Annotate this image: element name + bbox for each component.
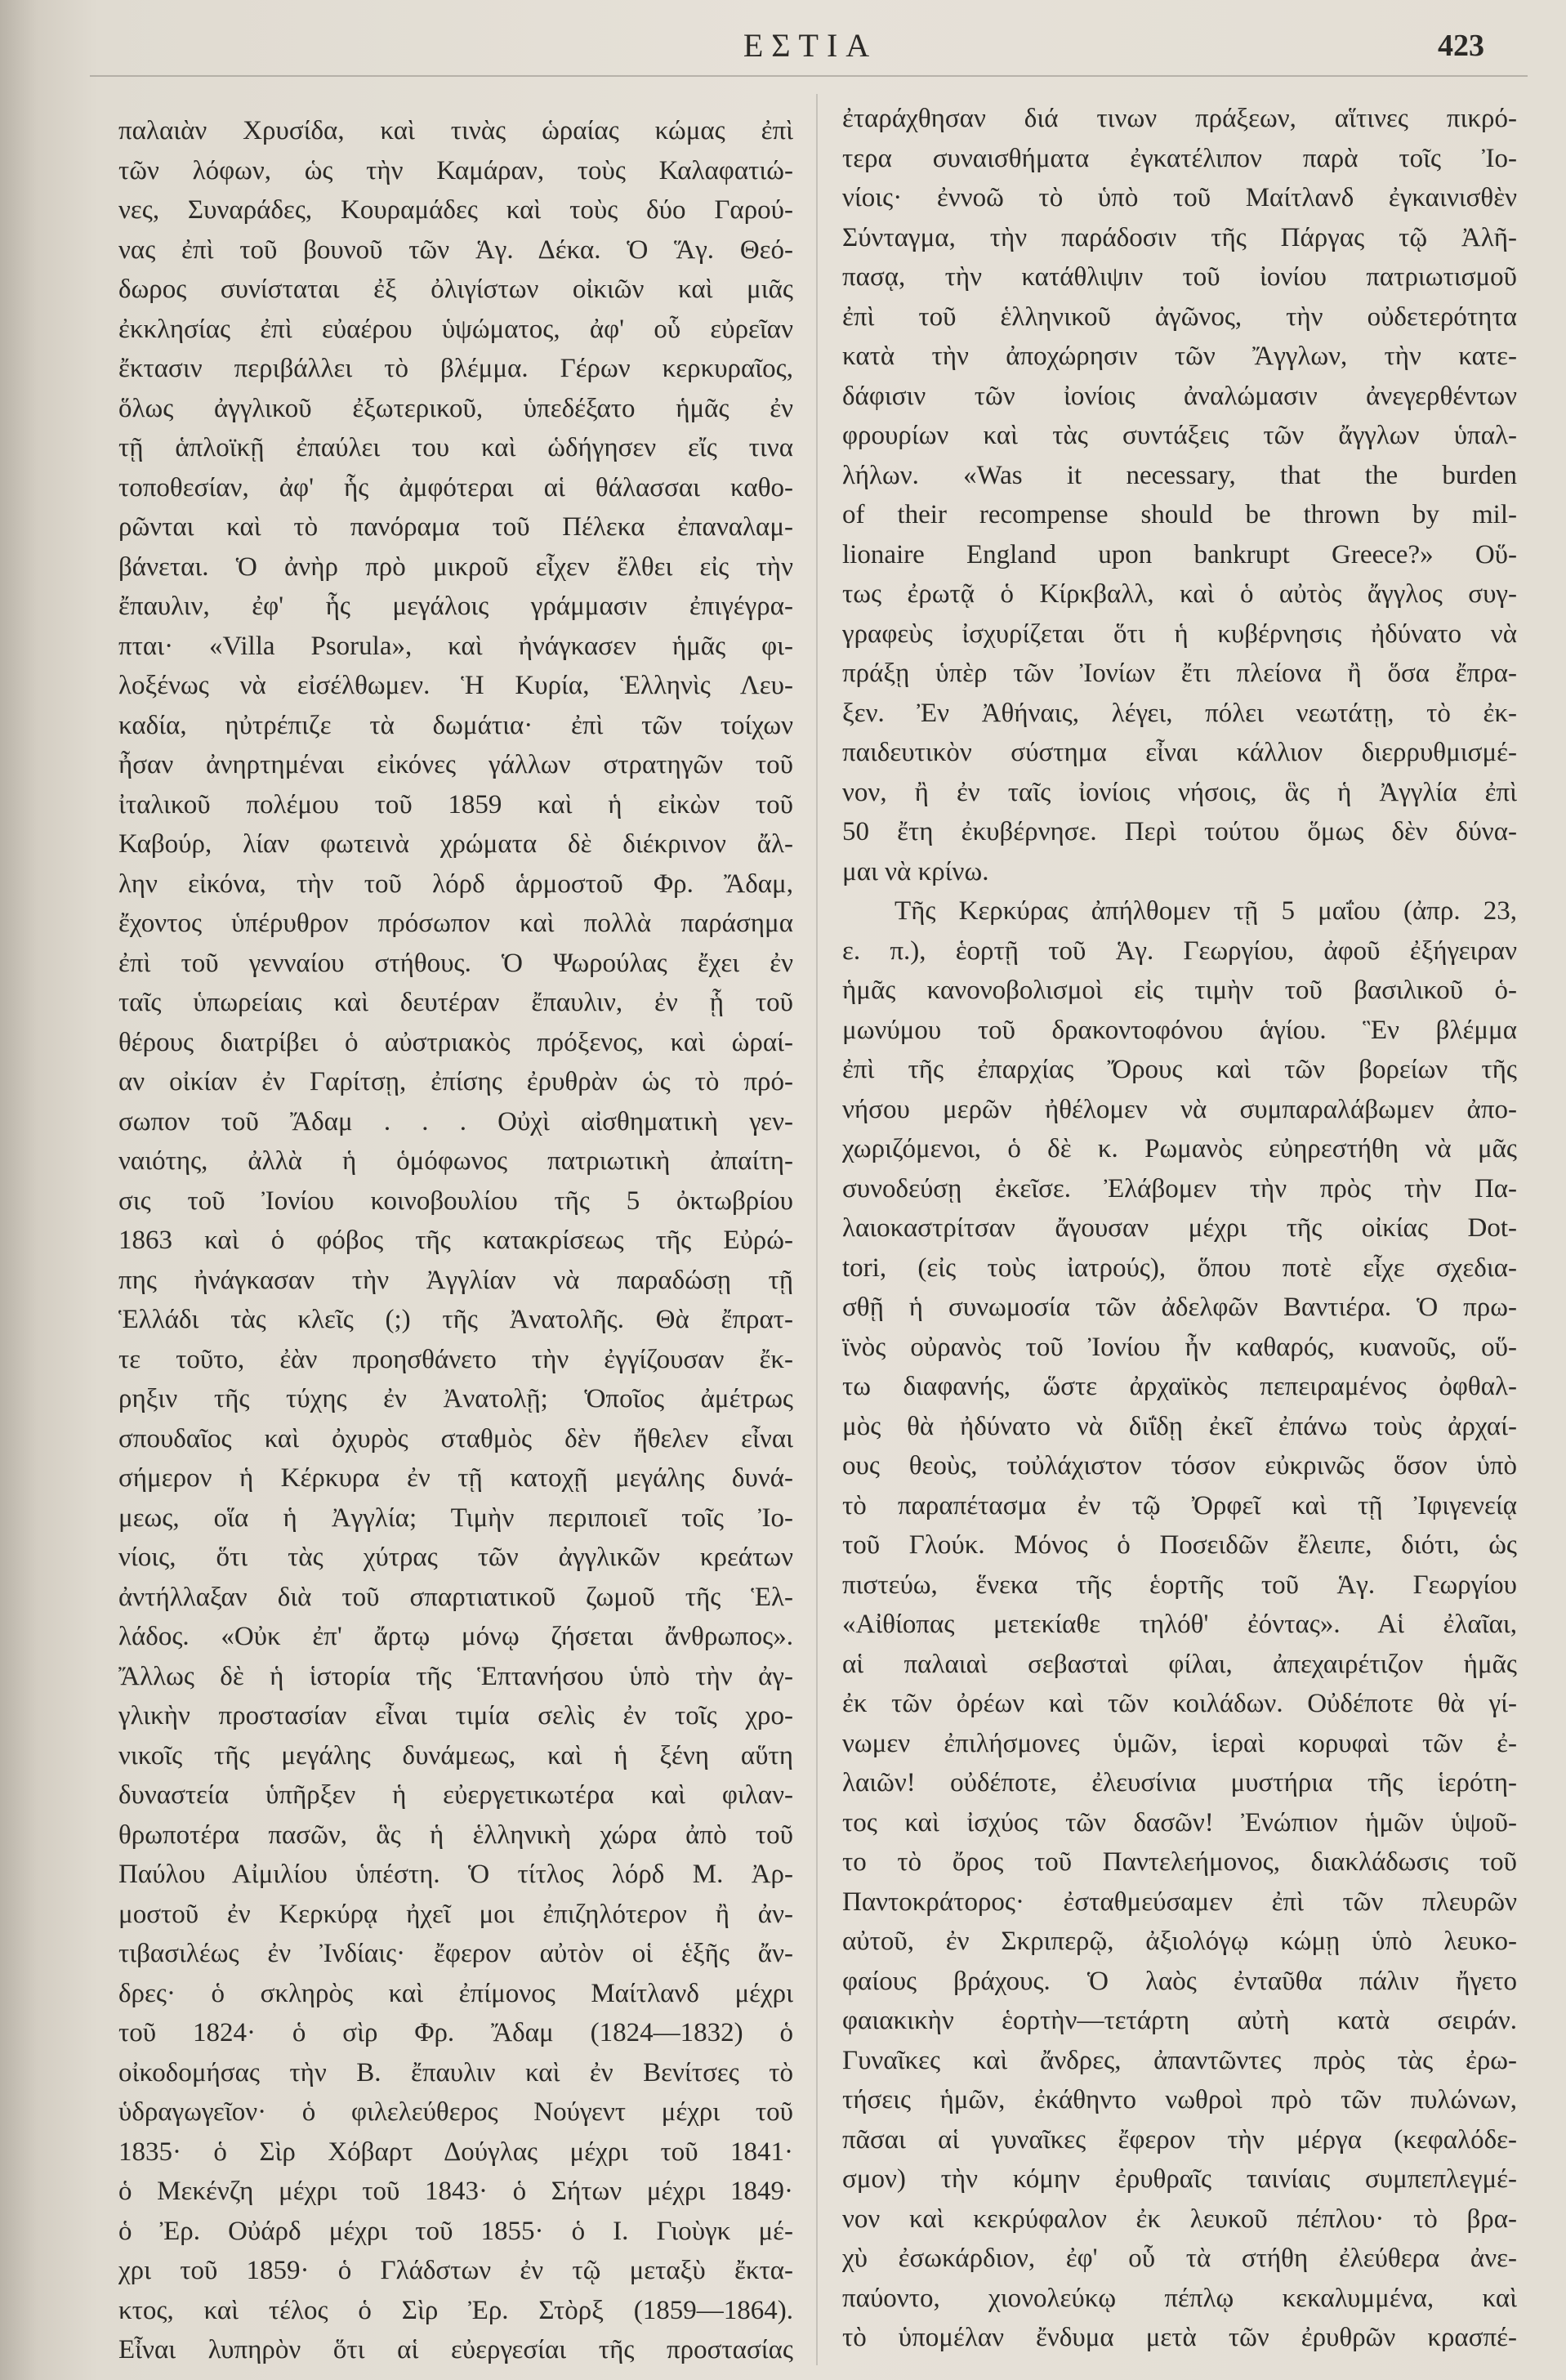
text-line: πιστεύω, ἕνεκα τῆς ἑορτῆς τοῦ Ἁγ. Γεωργίου (842, 1570, 1517, 1600)
text-line: λοξένως νὰ εἰσέλθωμεν. Ἡ Κυρία, Ἑλληνὶς Λευ- (118, 671, 793, 700)
text-line: ἐπὶ τῆς ἐπαρχίας Ὄρους καὶ τῶν βορείων τῆς (842, 1055, 1517, 1084)
text-line: τως ἐρωτᾷ ὁ Κίρκβαλλ, καὶ ὁ αὐτὸς ἄγγλος συγ- (842, 579, 1517, 609)
text-line: Ἄλλως δὲ ἡ ἱστορία τῆς Ἑπτανήσου ὑπὸ τὴν ἀγ- (118, 1661, 793, 1691)
text-line: ξεν. Ἐν Ἀθήναις, λέγει, πόλει νεωτάτῃ, τὸ ἐκ- (842, 698, 1517, 728)
text-line: πης ἠνάγκασαν τὴν Ἀγγλίαν νὰ παραδώσῃ τῇ (118, 1265, 793, 1295)
text-line: λαιοκαστρίτσαν ἄγουσαν μέχρι τῆς οἰκίας Dot- (842, 1213, 1517, 1243)
header-rule (90, 75, 1528, 77)
text-line: ὑδραγωγεῖον· ὁ φιλελεύθερος Νούγεντ μέχρι τοῦ (118, 2097, 793, 2127)
text-line: φαίους βράχους. Ὁ λαὸς ἐνταῦθα πάλιν ἤγετο (842, 1966, 1517, 1996)
text-line: λήλων. «Was it necessary, that the burden (842, 460, 1517, 490)
text-line: τος καὶ ἰσχύος τῶν δασῶν! Ἐνώπιον ἡμῶν ὑψοῦ- (842, 1807, 1517, 1837)
text-line: οἰκοδομήσας τὴν Β. ἔπαυλιν καὶ ἐν Βενίτσες τὸ (118, 2057, 793, 2088)
text-line: ἔχοντος ὑπέρυθρον πρόσωπον καὶ πολλὰ παράσημα (118, 909, 793, 938)
text-line: ἀντήλλαξαν διὰ τοῦ σπαρτιατικοῦ ζωμοῦ τῆς Ἑλ- (118, 1582, 793, 1612)
text-line: μοστοῦ ἐν Κερκύρᾳ ἠχεῖ μοι ἐπιζηλότερον ἢ ἀν- (118, 1899, 793, 1929)
text-line: σμον) τὴν κόμην ἐρυθραῖς ταινίαις συμπεπλεγμέ- (842, 2164, 1517, 2194)
text-line: δυναστεία ὑπῆρξεν ἡ εὐεργετικωτέρα καὶ φιλαν- (118, 1780, 793, 1810)
text-line: πράξῃ ὑπὲρ τῶν Ἰονίων ἔτι πλείονα ἢ ὅσα ἔπρα- (842, 659, 1517, 688)
text-line: δρες· ὁ σκληρὸς καὶ ἐπίμονος Μαίτλανδ μέχρι (118, 1978, 793, 2008)
text-line: σθῇ ἡ συνωμοσία τῶν ἀδελφῶν Βαντιέρα. Ὁ πρω- (842, 1293, 1517, 1322)
text-line: γραφεὺς ἰσχυρίζεται ὅτι ἡ κυβέρνησις ἠδύνατο νὰ (842, 618, 1517, 649)
text-line: παύοντο, χιονολεύκῳ πέπλῳ κεκαλυμμένα, καὶ (842, 2283, 1517, 2313)
running-title: ΕΣΤΙΑ (743, 27, 878, 64)
text-line: σις τοῦ Ἰονίου κοινοβουλίου τῆς 5 ὀκτωβρίου (118, 1186, 793, 1216)
text-line: Καβούρ, λίαν φωτεινὰ χρώματα δὲ διέκρινον ἄλ- (118, 829, 793, 859)
page-number: 423 (1438, 29, 1484, 63)
text-line: tori, (εἰς τοὺς ἰατρούς), ὅπου ποτὲ εἶχε σχεδια- (842, 1253, 1517, 1283)
text-line: φαιακικὴν ἑορτὴν—τετάρτη αὐτὴ κατὰ σειράν. (842, 2006, 1517, 2035)
text-line: ρηξιν τῆς τύχης ἐν Ἀνατολῇ; Ὁποῖος ἀμέτρως (118, 1384, 793, 1413)
text-line: Παντοκράτορος· ἐσταθμεύσαμεν ἐπὶ τῶν πλευρῶν (842, 1887, 1517, 1917)
text-line: γλικὴν προστασίαν εἶναι τιμία σελὶς ἐν τοῖς χρο- (118, 1701, 793, 1730)
text-line: ε. π.), ἑορτῇ τοῦ Ἁγ. Γεωργίου, ἀφοῦ ἐξήγειραν (842, 935, 1517, 966)
text-line: νον καὶ κεκρύφαλον ἐκ λευκοῦ πέπλου· τὸ βρα- (842, 2204, 1517, 2234)
text-line: νας ἐπὶ τοῦ βουνοῦ τῶν Ἁγ. Δέκα. Ὁ Ἅγ. Θεό- (118, 234, 793, 265)
text-line: πᾶσαι αἱ γυναῖκες ἔφερον τὴν μέργα (κεφαλόδε- (842, 2124, 1517, 2155)
text-line: κατὰ τὴν ἀποχώρησιν τῶν Ἄγγλων, τὴν κατε- (842, 342, 1517, 371)
text-line: τὸ ὑπομέλαν ἔνδυμα μετὰ τῶν ἐρυθρῶν κρασπέ- (842, 2323, 1517, 2352)
text-line: βάνεται. Ὁ ἀνὴρ πρὸ μικροῦ εἶχεν ἔλθει εἰς τὴν (118, 551, 793, 582)
column-right (842, 99, 1517, 2358)
text-line: ἰταλικοῦ πολέμου τοῦ 1859 καὶ ἡ εἰκὼν τοῦ (118, 789, 793, 819)
text-line: λην εἰκόνα, τὴν τοῦ λόρδ ἁρμοστοῦ Φρ. Ἄδαμ, (118, 868, 793, 899)
text-line: Τῆς Κερκύρας ἀπήλθομεν τῇ 5 μαΐου (ἀπρ. 23, (895, 896, 1517, 926)
text-line: θέρους διατρίβει ὁ αὐστριακὸς πρόξενος, καὶ ὡραί- (118, 1027, 793, 1057)
text-line: ους θεοὺς, τοὐλάχιστον τόσον εὐκρινῶς ὅσον ὑπὸ (842, 1451, 1517, 1480)
text-line: σωπον τοῦ Ἄδαμ . . . Οὐχὶ αἰσθηματικὴ γεν- (118, 1106, 793, 1136)
text-line: τω διαφανής, ὥστε ἀρχαϊκὸς πεπειραμένος ὀφθαλ- (842, 1372, 1517, 1401)
text-line: τῇ ἁπλοϊκῇ ἐπαύλει του καὶ ὡδήγησεν εἴς τινα (118, 433, 793, 462)
text-line: κτος, καὶ τέλος ὁ Σὶρ Ἐρ. Στὸρξ (1859—1864). (118, 2295, 793, 2325)
text-line: ἔπαυλιν, ἐφ' ἧς μεγάλοις γράμμασιν ἐπιγέγρα- (118, 592, 793, 621)
text-line: τερα συναισθήματα ἐγκατέλιπον παρὰ τοῖς Ἰο- (842, 143, 1517, 173)
text-line: νικοῖς τῆς μεγάλης δυνάμεως, καὶ ἡ ξένη αὕτη (118, 1740, 793, 1770)
text-line: σήμερον ἡ Κέρκυρα ἐν τῇ κατοχῇ μεγάλης δυνά- (118, 1463, 793, 1493)
text-line: παλαιὰν Χρυσίδα, καὶ τινὰς ὡραίας κώμας ἐπὶ (118, 116, 793, 145)
text-line: ναιότης, ἀλλὰ ἡ ὁμόφωνος πατριωτικὴ ἀπαίτη- (118, 1146, 793, 1176)
text-line: αὐτοῦ, ἐν Σκριπερῷ, ἀξιολόγῳ κώμῃ ὑπὸ λευκο- (842, 1927, 1517, 1956)
text-line: πασᾳ, τὴν κατάθλιψιν τοῦ ἰονίου πατριωτισμοῦ (842, 262, 1517, 292)
text-line: καδία, ηὐτρέπιζε τὰ δωμάτια· ἐπὶ τῶν τοίχων (118, 710, 793, 740)
text-line: Ἑλλάδι τὰς κλεῖς (;) τῆς Ἀνατολῆς. Θὰ ἔπρατ- (118, 1305, 793, 1334)
text-line: Εἶναι λυπηρὸν ὅτι αἱ εὐεργεσίαι τῆς προστασίας (118, 2335, 793, 2364)
column-rule (816, 94, 818, 2365)
text-line: νήσου μερῶν ἠθέλομεν νὰ συμπαραλάβωμεν ἀπο- (842, 1094, 1517, 1124)
text-line: ἐπὶ τοῦ γενναίου στήθους. Ὁ Ψωρούλας ἔχει ἐν (118, 948, 793, 978)
text-line: τοῦ Γλούκ. Μόνος ὁ Ποσειδῶν ἔλειπε, διότι, ὡς (842, 1530, 1517, 1560)
text-line: ἐκ τῶν ὀρέων καὶ τῶν κοιλάδων. Οὐδέποτε θὰ γί- (842, 1689, 1517, 1718)
text-line: τε τοῦτο, ἐὰν προησθάνετο τὴν ἐγγίζουσαν ἔκ- (118, 1344, 793, 1374)
text-line: of their recompense should be thrown by mil- (842, 500, 1517, 529)
text-line: πται· «Villa Psorula», καὶ ἠνάγκασεν ἡμᾶς φι- (118, 631, 793, 661)
text-line: νίοις, ὅτι τὰς χύτρας τῶν ἀγγλικῶν κρεάτων (118, 1543, 793, 1572)
text-line: τοῦ 1824· ὁ σὶρ Φρ. Ἄδαμ (1824—1832) ὁ (118, 2018, 793, 2047)
text-line: παιδευτικὸν σύστημα εἶναι κάλλιον διερρυθμισμέ- (842, 738, 1517, 767)
text-line: νίοις· ἐννοῶ τὸ ὑπὸ τοῦ Μαίτλανδ ἐγκαινισθὲν (842, 183, 1517, 212)
text-line: σπουδαῖος καὶ ὀχυρὸς σταθμὸς δὲν ἤθελεν εἶναι (118, 1423, 793, 1453)
text-line: Γυναῖκες καὶ ἄνδρες, ἀπαντῶντες πρὸς τὰς ἐρω- (842, 2045, 1517, 2075)
text-line: ἔκτασιν περιβάλλει τὸ βλέμμα. Γέρων κερκυραῖος, (118, 354, 793, 383)
text-line: θρωποτέρα πασῶν, ἃς ἡ ἑλληνικὴ χώρα ἀπὸ τοῦ (118, 1820, 793, 1850)
text-line: τῶν λόφων, ὡς τὴν Καμάραν, τοὺς Καλαφατιώ- (118, 155, 793, 185)
text-line: ἐκκλησίας ἐπὶ εὐαέρου ὑψώματος, ἀφ' οὗ εὐρεῖαν (118, 314, 793, 344)
text-line: μαι νὰ κρίνω. (842, 856, 989, 886)
text-line: νον, ἢ ἐν ταῖς ἰονίοις νήσοις, ἃς ἡ Ἀγγλία ἐπὶ (842, 777, 1517, 807)
text-line: Παύλου Αἰμιλίου ὑπέστη. Ὁ τίτλος λόρδ Μ. Ἀρ- (118, 1860, 793, 1889)
text-line: χρι τοῦ 1859· ὁ Γλάδστων ἐν τῷ μεταξὺ ἔκτα- (118, 2256, 793, 2285)
text-line: ὅλως ἀγγλικοῦ ἐξωτερικοῦ, ὑπεδέξατο ἡμᾶς ἐν (118, 393, 793, 423)
text-line: δάφισιν τῶν ἰονίοις ἀναλώμασιν ἀνεγερθέντων (842, 381, 1517, 411)
text-line: ἐπὶ τοῦ ἑλληνικοῦ ἀγῶνος, τὴν οὐδετερότητα (842, 301, 1517, 332)
text-line: ὁ Μεκένζη μέχρι τοῦ 1843· ὁ Σήτων μέχρι 1849· (118, 2177, 793, 2206)
text-line: Σύνταγμα, τὴν παράδοσιν τῆς Πάργας τῷ Ἀλῆ- (842, 222, 1517, 252)
text-line: τὸ παραπέτασμα ἐν τῷ Ὀρφεῖ καὶ τῇ Ἰφιγενείᾳ (842, 1490, 1517, 1520)
text-line: τοποθεσίαν, ἀφ' ἧς ἀμφότεραι αἱ θάλασσαι καθο- (118, 472, 793, 502)
text-line: lionaire England upon bankrupt Greece?» Οὕ- (842, 539, 1517, 569)
text-line: λαιῶν! οὐδέποτε, ἐλευσίνια μυστήρια τῆς ἱερότη- (842, 1768, 1517, 1797)
text-line: ρῶνται καὶ τὸ πανόραμα τοῦ Πέλεκα ἐπαναλαμ- (118, 512, 793, 542)
text-line: ἐταράχθησαν διά τινων πράξεων, αἵτινες πικρό- (842, 104, 1517, 133)
text-line: 1835· ὁ Σὶρ Χόβαρτ Δούγλας μέχρι τοῦ 1841· (118, 2137, 793, 2167)
text-line: μωνύμου τοῦ δρακοντοφόνου ἁγίου. Ἓν βλέμμα (842, 1015, 1517, 1045)
text-line: τιβασιλέως ἐν Ἰνδίαις· ἔφερον αὐτὸν οἱ ἑξῆς ἄν- (118, 1939, 793, 1968)
text-line: «Αἰθίοπας μετεκίαθε τηλόθ' ἐόντας». Αἱ ἐλαῖαι, (842, 1610, 1517, 1639)
text-line: μὸς θὰ ἠδύνατο νὰ διΐδῃ ἐκεῖ ἐπάνω τοὺς ἀρχαί- (842, 1411, 1517, 1441)
text-line: δωρος συνίσταται ἐξ ὀλιγίστων οἰκιῶν καὶ μιᾶς (118, 275, 793, 304)
text-line: νες, Συναράδες, Κουραμάδες καὶ τοὺς δύο Γαρού- (118, 195, 793, 225)
column-left (118, 111, 793, 2370)
text-line: 50 ἔτη ἐκυβέρνησε. Περὶ τούτου ὅμως δὲν δύνα- (842, 817, 1517, 846)
text-line: ϊνὸς οὐρανὸς τοῦ Ἰονίου ἦν καθαρός, κυανοῦς, οὕ- (842, 1332, 1517, 1362)
text-line: ὁ Ἐρ. Οὐάρδ μέχρι τοῦ 1855· ὁ Ι. Γιοὺγκ μέ- (118, 2216, 793, 2246)
text-line: χωριζόμενοι, ὁ δὲ κ. Ρωμανὸς εὐηρεστήθη νὰ μᾶς (842, 1134, 1517, 1163)
text-line: αἱ παλαιαὶ σεβασταὶ φίλαι, ἀπεχαιρέτιζον ἡμᾶς (842, 1649, 1517, 1679)
text-line: 1863 καὶ ὁ φόβος τῆς κατακρίσεως τῆς Εὐρώ- (118, 1226, 793, 1255)
text-line: χὺ ἐσωκάρδιον, ἐφ' οὗ τὰ στήθη ἐλεύθερα ἀνε- (842, 2244, 1517, 2273)
text-line: φρουρίων καὶ τὰς συντάξεις τῶν ἄγγλων ὑπαλ- (842, 421, 1517, 450)
text-line: ταῖς ὑπωρείαις καὶ δευτέραν ἔπαυλιν, ἐν ᾗ τοῦ (118, 988, 793, 1017)
text-line: συνοδεύσῃ ἐκεῖσε. Ἐλάβομεν τὴν πρὸς τὴν Πα- (842, 1173, 1517, 1203)
text-line: μεως, οἵα ἡ Ἀγγλία; Τιμὴν περιποιεῖ τοῖς Ἰο- (118, 1503, 793, 1533)
text-line: τήσεις ἡμῶν, ἐκάθηντο νωθροὶ πρὸ τῶν πυλώνων, (842, 2085, 1517, 2114)
text-line: λάδος. «Οὐκ ἐπ' ἄρτῳ μόνῳ ζήσεται ἄνθρωπος». (118, 1622, 793, 1651)
text-line: ἡμᾶς κανονοβολισμοὶ εἰς τιμὴν τοῦ βασιλικοῦ ὁ- (842, 976, 1517, 1005)
text-line: νωμεν ἐπιλήσμονες ὑμῶν, ἱεραὶ κορυφαὶ τῶν ἐ- (842, 1728, 1517, 1758)
text-line: το τὸ ὄρος τοῦ Παντελεήμονος, διακλάδωσις τοῦ (842, 1847, 1517, 1877)
text-line: ἦσαν ἀνηρτημέναι εἰκόνες γάλλων στρατηγῶν τοῦ (118, 750, 793, 779)
text-line: αν οἰκίαν ἐν Γαρίτσῃ, ἐπίσης ἐρυθρὰν ὡς τὸ πρό- (118, 1067, 793, 1096)
